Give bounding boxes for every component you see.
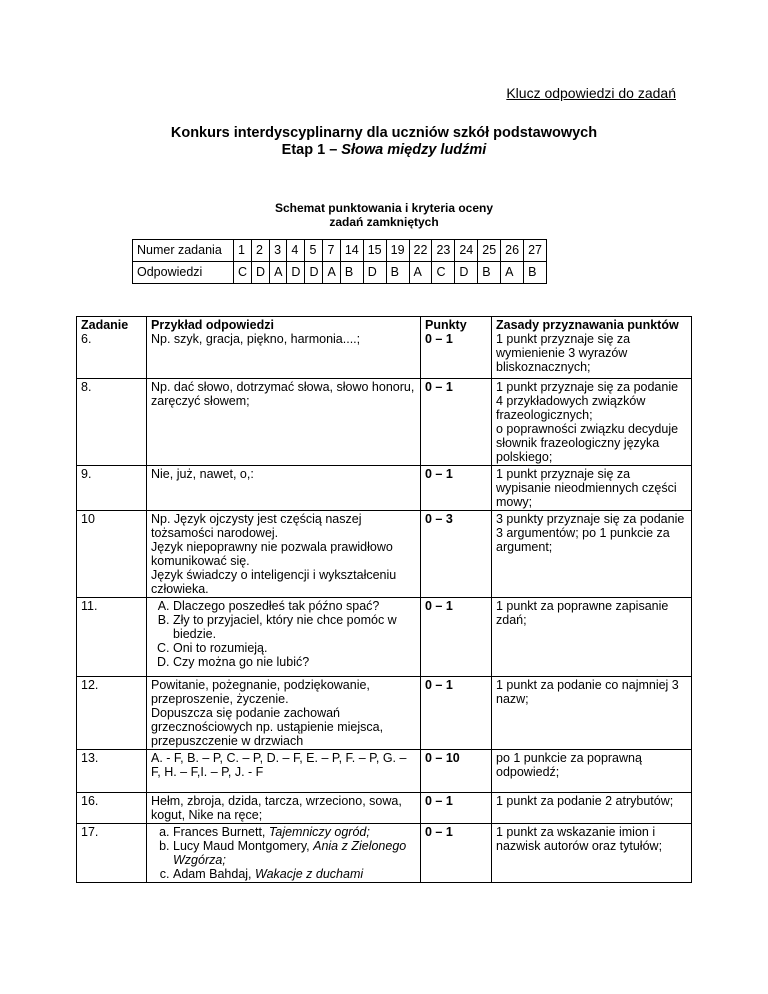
book-author: Adam Bahdaj, <box>173 867 255 881</box>
example-cell <box>147 598 421 677</box>
book-list <box>151 825 416 881</box>
answer-cell: C <box>234 262 252 284</box>
example-cell: Np. dać słowo, dotrzymać słowa, słowo honoru, zaręczyć słowem; <box>147 379 421 466</box>
task-number-cell: 26 <box>501 240 524 262</box>
points-cell <box>421 317 492 379</box>
answer-cell: D <box>305 262 323 284</box>
task-number-cell: 14 <box>340 240 363 262</box>
task-number-cell: 24 <box>455 240 478 262</box>
task-cell: 10 <box>77 511 147 598</box>
task-cell: 8. <box>77 379 147 466</box>
document-title: Klucz odpowiedzi do zadań <box>506 85 676 101</box>
answer-cell: D <box>252 262 270 284</box>
answers-label: Odpowiedzi <box>133 262 234 284</box>
scoring-subheading <box>0 201 768 229</box>
open-tasks-table <box>76 316 692 883</box>
subheading-line-2: zadań zamkniętych <box>329 215 439 229</box>
list-item: B. Zły to przyjaciel, który nie chce pomóc w biedzie. <box>173 613 416 641</box>
example-cell <box>147 317 421 379</box>
header-points: Punkty <box>425 318 467 332</box>
example-cell <box>147 824 421 883</box>
task-numbers-label: Numer zadania <box>133 240 234 262</box>
book-title: Wakacje z duchami <box>255 867 364 881</box>
rules-cell: po 1 punkcie za poprawną odpowiedź; <box>492 750 692 793</box>
answer-cell: D <box>287 262 305 284</box>
list-item <box>173 825 416 839</box>
task-number-cell: 25 <box>478 240 501 262</box>
example-text: Dopuszcza się podanie zachowań grzecznościowych np. ustąpienie miejsca, przepuszczenie w drzwiach <box>151 706 384 748</box>
rules-cell: 1 punkt za podanie 2 atrybutów; <box>492 793 692 824</box>
table-row <box>77 511 692 598</box>
rules-cell: 1 punkt za podanie co najmniej 3 nazw; <box>492 677 692 750</box>
task-cell: 12. <box>77 677 147 750</box>
task-cell: 17. <box>77 824 147 883</box>
rules-cell: 3 punkty przyznaje się za podanie 3 argumentów; po 1 punkcie za argument; <box>492 511 692 598</box>
rules-cell <box>492 317 692 379</box>
task-number-cell: 4 <box>287 240 305 262</box>
task-numbers-row <box>133 240 547 262</box>
answer-cell: B <box>524 262 547 284</box>
points-cell: 0 – 1 <box>421 598 492 677</box>
points-cell: 0 – 1 <box>421 677 492 750</box>
answer-cell: A <box>323 262 340 284</box>
closed-answers-table <box>132 239 547 284</box>
points-cell: 0 – 10 <box>421 750 492 793</box>
answer-cell: B <box>340 262 363 284</box>
example-text: Np. szyk, gracja, piękno, harmonia....; <box>151 332 361 346</box>
book-title: Tajemniczy ogród; <box>268 825 370 839</box>
book-author: Frances Burnett, <box>173 825 269 839</box>
list-item <box>173 839 416 867</box>
heading-theme: Słowa między ludźmi <box>341 142 487 158</box>
heading-line-1: Konkurs interdyscyplinarny dla uczniów szkół podstawowych <box>170 125 598 141</box>
rules-cell <box>492 379 692 466</box>
task-number-cell: 3 <box>270 240 287 262</box>
book-title: Ania z Zielonego Wzgórza; <box>173 839 407 867</box>
answer-cell: D <box>363 262 386 284</box>
task-cell: 9. <box>77 466 147 511</box>
table-row <box>77 598 692 677</box>
points-value: 0 – 1 <box>425 332 453 346</box>
task-number: 6. <box>81 332 92 346</box>
list-item: A. Dlaczego poszedłeś tak późno spać? <box>173 599 416 613</box>
heading-line-2 <box>0 142 768 159</box>
task-number-cell: 7 <box>323 240 340 262</box>
header-task: Zadanie <box>81 318 129 332</box>
task-cell: 16. <box>77 793 147 824</box>
table-row <box>77 379 692 466</box>
example-text: Język świadczy o inteligencji i wykształceniu człowieka. <box>151 568 397 596</box>
example-cell: Hełm, zbroja, dzida, tarcza, wrzeciono, sowa, kogut, Nike na ręce; <box>147 793 421 824</box>
rules-text: 1 punkt przyznaje się za podanie 4 przykładowych związków frazeologicznych; <box>496 380 679 422</box>
points-cell: 0 – 3 <box>421 511 492 598</box>
points-cell: 0 – 1 <box>421 793 492 824</box>
subheading-line-1: Schemat punktowania i kryteria oceny <box>274 201 494 215</box>
task-number-cell: 5 <box>305 240 323 262</box>
sentence-list <box>151 599 416 669</box>
task-number-cell: 19 <box>386 240 409 262</box>
points-cell: 0 – 1 <box>421 824 492 883</box>
rules-cell: 1 punkt przyznaje się za wypisanie nieodmiennych części mowy; <box>492 466 692 511</box>
table-row <box>77 824 692 883</box>
task-number-cell: 27 <box>524 240 547 262</box>
points-cell: 0 – 1 <box>421 466 492 511</box>
task-number-cell: 15 <box>363 240 386 262</box>
book-author: Lucy Maud Montgomery, <box>173 839 314 853</box>
rules-note: o poprawności związku decyduje słownik frazeologiczny języka polskiego; <box>496 422 679 464</box>
rules-cell: 1 punkt za poprawne zapisanie zdań; <box>492 598 692 677</box>
task-number-cell: 1 <box>234 240 252 262</box>
answer-cell: C <box>432 262 455 284</box>
task-number-cell: 2 <box>252 240 270 262</box>
answer-cell: B <box>386 262 409 284</box>
answers-row <box>133 262 547 284</box>
header-rules: Zasady przyznawania punktów <box>496 318 679 332</box>
header-example: Przykład odpowiedzi <box>151 318 274 332</box>
rules-cell: 1 punkt za wskazanie imion i nazwisk autorów oraz tytułów; <box>492 824 692 883</box>
list-item <box>173 867 416 881</box>
example-cell: Nie, już, nawet, o,: <box>147 466 421 511</box>
answer-cell: A <box>409 262 432 284</box>
list-item: D. Czy można go nie lubić? <box>173 655 416 669</box>
example-text: Np. Język ojczysty jest częścią naszej tożsamości narodowej. <box>151 512 362 540</box>
answer-cell: A <box>270 262 287 284</box>
example-text: Powitanie, pożegnanie, podziękowanie, przeproszenie, życzenie. <box>151 678 370 706</box>
table-row <box>77 317 692 379</box>
contest-heading <box>0 125 768 159</box>
task-cell <box>77 317 147 379</box>
task-number-cell: 22 <box>409 240 432 262</box>
task-number-cell: 23 <box>432 240 455 262</box>
task-cell: 13. <box>77 750 147 793</box>
task-cell: 11. <box>77 598 147 677</box>
list-item: C. Oni to rozumieją. <box>173 641 416 655</box>
heading-stage: Etap 1 – <box>281 142 342 158</box>
example-text: Język niepoprawny nie pozwala prawidłowo komunikować się. <box>151 540 393 568</box>
example-cell: A. - F, B. – P, C. – P, D. – F, E. – P, F. – P, G. – F, H. – F,I. – P, J. - F <box>147 750 421 793</box>
rules-text: 1 punkt przyznaje się za wymienienie 3 wyrazów bliskoznacznych; <box>496 332 631 374</box>
answer-cell: B <box>478 262 501 284</box>
points-cell: 0 – 1 <box>421 379 492 466</box>
example-cell <box>147 511 421 598</box>
table-row <box>77 466 692 511</box>
table-row <box>77 750 692 793</box>
answer-cell: A <box>501 262 524 284</box>
table-row <box>77 793 692 824</box>
table-row <box>77 677 692 750</box>
answer-cell: D <box>455 262 478 284</box>
example-cell <box>147 677 421 750</box>
